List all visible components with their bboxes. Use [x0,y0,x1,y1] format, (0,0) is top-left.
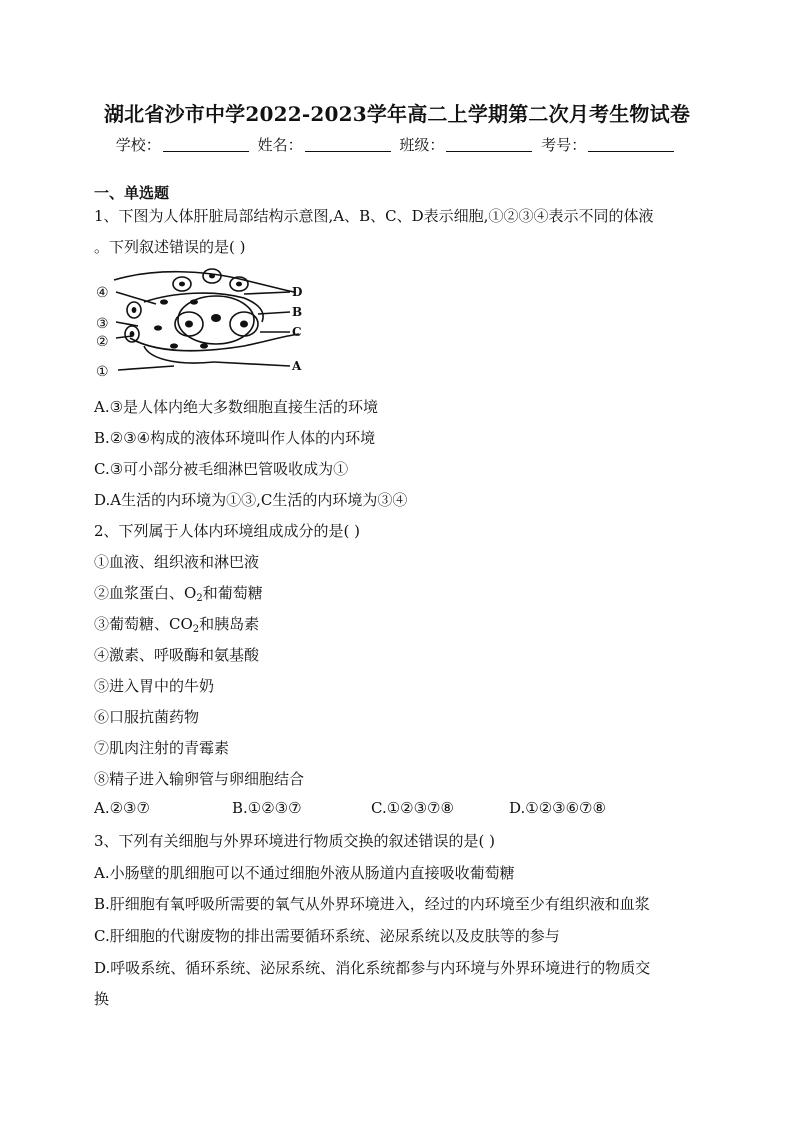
q3-stem: 3、下列有关细胞与外界环境进行物质交换的叙述错误的是( ) [94,832,496,850]
q2-item-3-text: ③葡萄糖、CO [94,615,193,633]
q2-item-5: ⑤进入胃中的牛奶 [94,677,215,695]
label-3: ③ [96,316,109,332]
q2-item-2-text-end: 和葡萄糖 [202,584,263,602]
q2-item-7: ⑦肌肉注射的青霉素 [94,739,230,757]
q3-option-d[interactable]: D.呼吸系统、循环系统、泌尿系统、消化系统都参与内环境与外界环境进行的物质交 [94,959,651,977]
q2-option-b[interactable]: B.①②③⑦ [232,799,302,817]
q2-item-2 [94,582,734,604]
liver-structure-diagram [94,262,314,382]
q1-option-c[interactable]: C.③可小部分被毛细淋巴管吸收成为① [94,460,349,478]
q2-item-2-text: ②血浆蛋白、O [94,584,197,602]
q2-item-1: ①血液、组织液和淋巴液 [94,553,260,571]
label-1: ① [96,364,109,380]
name-label: 姓名： [257,136,303,154]
class-blank[interactable] [446,137,532,152]
exam-number-label: 考号： [541,136,587,154]
label-B: B [292,305,303,319]
school-label: 学校： [115,136,161,154]
label-C: C [292,325,302,339]
exam-title: 湖北省沙市中学2022-2023学年高二上学期第二次月考生物试卷 [103,102,691,126]
label-D: D [292,285,303,299]
label-4: ④ [96,285,109,301]
q2-stem: 2、下列属于人体内环境组成成分的是( ) [94,522,361,540]
q1-option-b[interactable]: B.②③④构成的液体环境叫作人体的内环境 [94,429,376,447]
q2-item-3-subscript: 2 [192,624,200,635]
q3-option-d-continued: 换 [94,990,110,1008]
q2-item-8: ⑧精子进入输卵管与卵细胞结合 [94,770,305,788]
q1-stem-line1: 1、下图为人体肝脏局部结构示意图,A、B、C、D表示细胞,①②③④表示不同的体液 [94,207,654,225]
q3-option-a[interactable]: A.小肠壁的肌细胞可以不通过细胞外液从肠道内直接吸收葡萄糖 [94,864,515,882]
q2-option-c[interactable]: C.①②③⑦⑧ [371,799,454,817]
q1-option-a[interactable]: A.③是人体内绝大多数细胞直接生活的环境 [94,398,379,416]
student-info-row [0,134,794,155]
name-blank[interactable] [305,137,391,152]
q1-stem-line2: 。下列叙述错误的是( ) [94,238,246,256]
q2-option-d[interactable]: D.①②③⑥⑦⑧ [509,799,606,817]
q2-item-3 [94,613,734,635]
section-heading: 一、单选题 [94,184,170,202]
school-blank[interactable] [163,137,249,152]
exam-number-blank[interactable] [588,137,674,152]
q3-option-c[interactable]: C.肝细胞的代谢废物的排出需要循环系统、泌尿系统以及皮肤等的参与 [94,927,560,945]
q3-option-b[interactable]: B.肝细胞有氧呼吸所需要的氧气从外界环境进入，经过的内环境至少有组织液和血浆 [94,895,650,913]
q2-option-a[interactable]: A.②③⑦ [94,799,150,817]
q2-item-2-subscript: 2 [196,593,203,604]
q2-item-4: ④激素、呼吸酶和氨基酸 [94,646,260,664]
q1-option-d[interactable]: D.A生活的内环境为①③,C生活的内环境为③④ [94,491,408,509]
class-label: 班级： [399,136,445,154]
q2-item-3-text-end: 和胰岛素 [199,615,260,633]
q2-item-6: ⑥口服抗菌药物 [94,708,200,726]
label-A: A [292,359,302,373]
label-2: ② [96,334,109,350]
